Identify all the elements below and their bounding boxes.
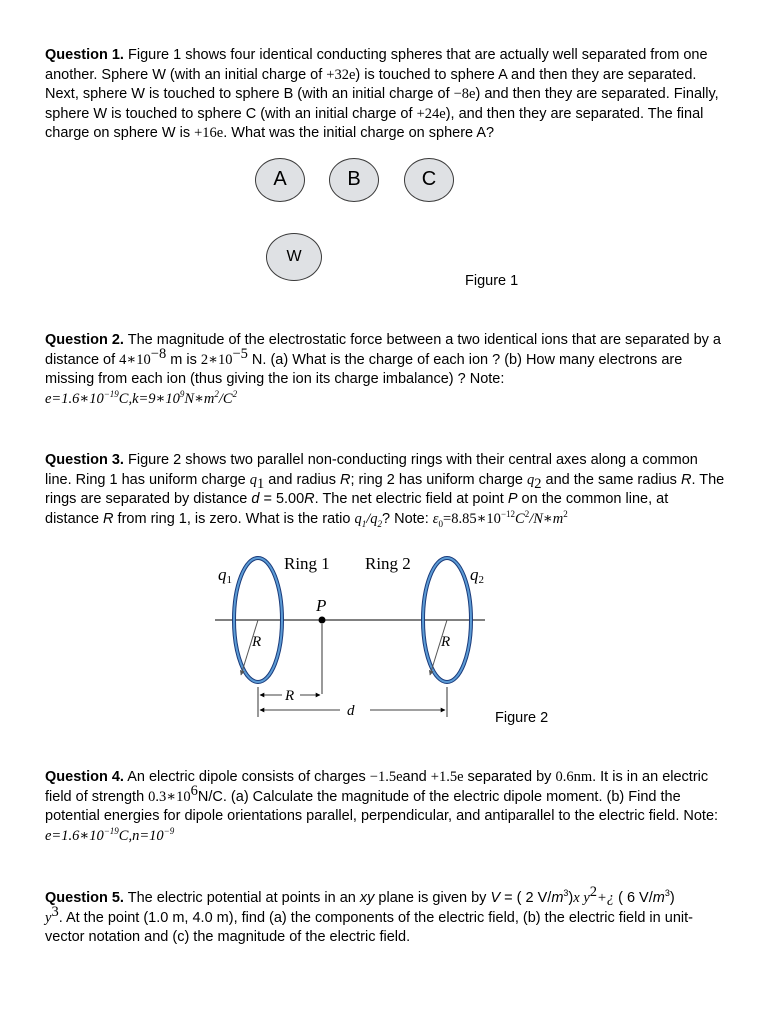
- q3-epsilon-value: =8.85∗10: [443, 510, 501, 527]
- q4-field-strength: 0.3∗10: [148, 788, 191, 805]
- q4-note-e: e=1.6∗10: [45, 827, 104, 844]
- q4-text-2: and: [402, 769, 431, 785]
- q1-text-3: ) and then they are separated. Finally, sphere W is touched to sphere C (with an initial charge of: [45, 86, 719, 122]
- q3-q2: q: [527, 471, 535, 488]
- figure-2-caption: Figure 2: [495, 710, 549, 726]
- q2-note-unit-2-exp: 2: [232, 388, 238, 399]
- sphere-b: B: [329, 158, 379, 202]
- fig2-p-label: P: [316, 596, 327, 615]
- figure-1-caption: Figure 1: [465, 273, 519, 289]
- q2-distance-exponent: −8: [150, 345, 167, 362]
- q3-d: d: [251, 491, 260, 507]
- q2-force-exponent: −5: [232, 345, 248, 362]
- q5-unit-1-exp: 3: [563, 888, 569, 899]
- q3-q1: q: [249, 471, 257, 488]
- q4-text-3: separated by: [463, 769, 556, 785]
- q3-text-8: on the common line, at distance: [45, 491, 669, 527]
- q4-note-n-exp: −9: [163, 825, 175, 836]
- q3-epsilon-unit-2-exp: 2: [563, 508, 568, 519]
- q3-text-7: . The net electric field at point: [314, 491, 508, 507]
- q4-neg-charge: −1.5e: [369, 769, 403, 785]
- q5-text-5: ( 6 V/: [614, 890, 653, 906]
- q5-v: V: [490, 890, 501, 906]
- question-4-label: Question 4.: [45, 769, 124, 785]
- q2-text-2: m is: [166, 351, 201, 368]
- q2-note-unit-exp: 2: [214, 388, 219, 399]
- q1-text-1: Figure 1 shows four identical conducting spheres that are actually well separated from one another. Sphere W (with an initial charge of: [45, 47, 708, 83]
- q3-epsilon: ε: [432, 510, 439, 527]
- q3-ratio-a-sub: 1: [361, 518, 367, 529]
- q3-p: P: [507, 491, 518, 507]
- fig2-r-left-label: R: [252, 634, 262, 650]
- point-p-dot: [319, 617, 326, 624]
- figure-2-rings-diagram: [210, 552, 500, 722]
- q1-charge-w: +32e: [326, 66, 356, 83]
- q1-charge-c: +24e: [416, 105, 446, 122]
- q2-note-unit-2: /C: [218, 390, 233, 407]
- q3-q2-sub: 2: [534, 475, 542, 492]
- q3-ratio: [354, 511, 382, 527]
- q4-text-1: An electric dipole consists of charges: [123, 769, 370, 785]
- q3-r4: R: [103, 510, 114, 527]
- q2-note-e: e=1.6∗10: [45, 390, 104, 407]
- q3-r3: R: [304, 491, 315, 507]
- fig2-r-right-label: R: [441, 634, 451, 650]
- q3-epsilon-sub: 0: [438, 518, 444, 529]
- q3-text-10: ? Note:: [382, 510, 433, 527]
- q2-text-1: The magnitude of the electrostatic force between a two identical ions that are separated by a distance of: [45, 332, 721, 368]
- q2-note-k: C,k=9∗10: [118, 390, 180, 407]
- q3-ratio-a: q: [354, 510, 362, 527]
- q3-epsilon-exp: −12: [500, 508, 516, 519]
- q5-unit-1: m: [551, 890, 564, 906]
- q4-text-5: N/C. (a) Calculate the magnitude of the electric dipole moment. (b) Find the potential energies for dipole orientations parallel, perpendicular, and antiparallel to the electric field. Note:: [45, 788, 719, 824]
- q5-x-y-exp: 2: [589, 884, 598, 901]
- q4-pos-charge: +1.5e: [430, 769, 464, 785]
- fig2-q1-label: q1: [218, 565, 232, 586]
- q1-charge-b: −8e: [453, 86, 476, 102]
- q4-note-formula: [45, 825, 175, 844]
- question-1-label: Question 1.: [45, 47, 124, 63]
- q5-text-1: The electric potential at points in an: [123, 890, 360, 906]
- q5-unit-2-exp: 3: [664, 888, 670, 899]
- question-1: [45, 46, 725, 144]
- q5-unit-2: m: [652, 890, 665, 906]
- q2-distance: 4∗10: [119, 351, 151, 368]
- q5-text-6: ): [669, 890, 675, 906]
- fig2-ring1-label: Ring 1: [284, 554, 330, 573]
- q5-plus: +¿: [597, 890, 615, 906]
- q1-text-2: ) is touched to sphere A and then they are separated. Next, sphere W is touched to sphere B (with an initial charge of: [45, 66, 697, 102]
- q3-text-3: ; ring 2 has uniform charge: [350, 471, 528, 488]
- q3-ratio-slash: /: [366, 510, 371, 527]
- q4-text-4: . It is in an electric field of strength: [45, 769, 709, 805]
- q5-x-y-term: x y: [573, 890, 590, 906]
- fig2-q2-label: q2: [470, 565, 484, 586]
- q3-r1: R: [340, 471, 351, 488]
- q5-text-3: = ( 2 V/: [500, 890, 552, 906]
- q3-text-6: = 5.00: [259, 491, 305, 507]
- question-2: [45, 331, 725, 409]
- q3-note-formula: [432, 508, 568, 529]
- q3-ratio-b-sub: 2: [377, 518, 383, 529]
- q4-note-e-exp: −19: [103, 825, 119, 836]
- q2-force: 2∗10: [200, 351, 233, 368]
- sphere-c: C: [404, 158, 454, 202]
- q2-text-3: N. (a) What is the charge of each ion ? (b) How many electrons are missing from each ion (thus giving the ion its charge imbalance) ? Note:: [45, 351, 683, 387]
- sphere-a: A: [255, 158, 305, 202]
- q4-field-exponent: 6: [190, 782, 198, 799]
- q1-final-charge: +16e: [194, 125, 224, 141]
- q2-note-k-exp: 9: [179, 388, 185, 399]
- q1-text-5: . What was the initial charge on sphere A?: [223, 125, 495, 141]
- q5-text-7: . At the point (1.0 m, 4.0 m), find (a) the components of the electric field, (b) the electric field in unit-vector notation and (c) the magnitude of the electric field.: [45, 909, 693, 945]
- q2-note-e-exp: −19: [103, 388, 119, 399]
- q3-text-4: and the same radius: [541, 471, 681, 488]
- q3-r2: R: [680, 471, 692, 488]
- q3-epsilon-unit: C: [515, 510, 525, 527]
- q3-text-9: from ring 1, is zero. What is the ratio: [113, 510, 355, 527]
- q3-ratio-b: q: [370, 510, 378, 527]
- q3-text-5: . The rings are separated by distance: [45, 471, 725, 507]
- question-5-label: Question 5.: [45, 890, 124, 906]
- q5-xy: xy: [359, 890, 375, 906]
- question-3-label: Question 3.: [45, 452, 124, 468]
- question-2-label: Question 2.: [45, 332, 124, 348]
- fig2-r-dim-label: R: [285, 688, 295, 704]
- q4-separation: 0.6nm: [555, 769, 593, 785]
- q5-y-exp: 3: [51, 903, 59, 920]
- q2-note-formula: [45, 388, 238, 407]
- q3-text-2: and radius: [264, 471, 341, 488]
- q5-text-4: ): [568, 890, 574, 906]
- sphere-w: W: [266, 233, 322, 281]
- q3-epsilon-unit-2: /N∗m: [529, 510, 564, 527]
- q3-text-1: Figure 2 shows two parallel non-conducting rings with their central axes along a common line. Ring 1 has uniform charge: [45, 452, 698, 488]
- q1-text-4: ), and then they are separated. The final charge on sphere W is: [45, 105, 704, 141]
- q3-epsilon-unit-exp: 2: [524, 508, 530, 519]
- question-5: [45, 884, 725, 948]
- question-4: [45, 768, 725, 846]
- fig2-d-dim-label: d: [347, 703, 355, 719]
- q3-q1-sub: 1: [256, 475, 265, 492]
- fig2-ring2-label: Ring 2: [365, 554, 411, 573]
- q5-text-2: plane is given by: [374, 890, 491, 906]
- q5-y-term: y: [45, 909, 52, 926]
- question-3: [45, 451, 725, 529]
- q4-note-n: C,n=10: [118, 827, 164, 844]
- q2-note-unit: N∗m: [184, 390, 215, 407]
